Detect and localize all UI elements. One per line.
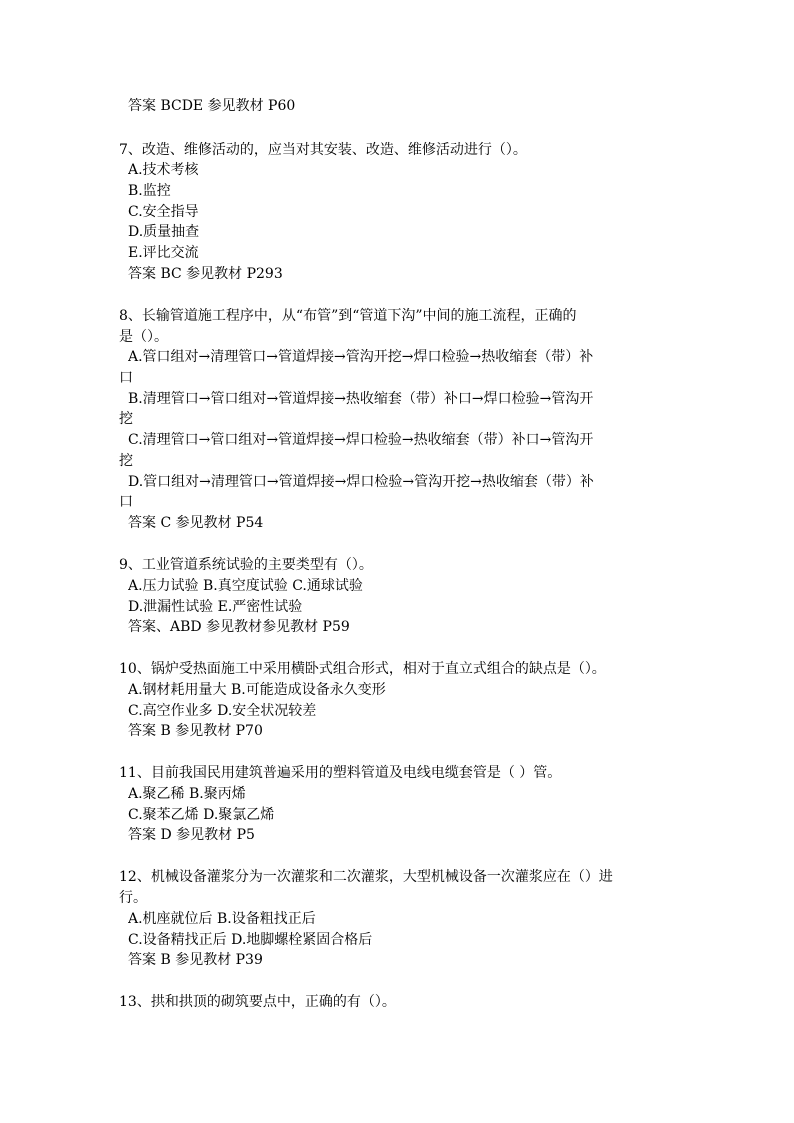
q12-question-line1: 12、机械设备灌浆分为一次灌浆和二次灌浆，大型机械设备一次灌浆应在（）进: [119, 869, 613, 885]
q12-options-line2: C.设备精找正后 D.地脚螺栓紧固合格后: [128, 932, 373, 948]
q8-option-d-line1: D.管口组对→清理管口→管道焊接→焊口检验→管沟开挖→热收缩套（带）补: [128, 474, 594, 490]
q11-answer: 答案 D 参见教材 P5: [128, 827, 255, 843]
q7-answer: 答案 BC 参见教材 P293: [128, 266, 283, 282]
q11-question: 11、目前我国民用建筑普遍采用的塑料管道及电线电缆套管是（ ）管。: [119, 765, 562, 781]
q9-options-line2: D.泄漏性试验 E.严密性试验: [128, 599, 303, 615]
q11-options-line2: C.聚苯乙烯 D.聚氯乙烯: [128, 807, 275, 823]
q10-question: 10、锅炉受热面施工中采用横卧式组合形式，相对于直立式组合的缺点是（）。: [119, 661, 606, 677]
q13-question: 13、拱和拱顶的砌筑要点中，正确的有（）。: [119, 994, 396, 1010]
q9-question: 9、工业管道系统试验的主要类型有（）。: [119, 557, 373, 573]
q12-options-line1: A.机座就位后 B.设备粗找正后: [128, 911, 316, 927]
q7-option-b: B.监控: [128, 183, 171, 199]
q8-option-d-line2: 口: [119, 494, 133, 510]
q10-answer: 答案 B 参见教材 P70: [128, 723, 263, 739]
q8-option-b-line1: B.清理管口→管口组对→管道焊接→热收缩套（带）补口→焊口检验→管沟开: [128, 391, 594, 407]
q8-question-line1: 8、长输管道施工程序中，从“布管”到“管道下沟”中间的施工流程，正确的: [119, 308, 577, 324]
q8-answer: 答案 C 参见教材 P54: [128, 515, 264, 531]
q7-option-d: D.质量抽查: [128, 224, 200, 240]
q7-option-a: A.技术考核: [128, 162, 199, 178]
q8-option-a-line1: A.管口组对→清理管口→管道焊接→管沟开挖→焊口检验→热收缩套（带）补: [128, 349, 594, 365]
q6-answer: 答案 BCDE 参见教材 P60: [128, 98, 296, 114]
q8-option-a-line2: 口: [119, 370, 133, 386]
q12-question-line2: 行。: [119, 890, 147, 906]
q8-question-line2: 是（）。: [119, 329, 168, 345]
q7-option-e: E.评比交流: [128, 245, 199, 261]
q8-option-c-line2: 挖: [119, 453, 133, 469]
q9-options-line1: A.压力试验 B.真空度试验 C.通球试验: [128, 578, 363, 594]
q11-options-line1: A.聚乙稀 B.聚丙烯: [128, 786, 246, 802]
q7-option-c: C.安全指导: [128, 204, 199, 220]
q8-option-b-line2: 挖: [119, 411, 133, 427]
q8-option-c-line1: C.清理管口→管口组对→管道焊接→焊口检验→热收缩套（带）补口→管沟开: [128, 432, 594, 448]
q10-options-line2: C.高空作业多 D.安全状况较差: [128, 703, 317, 719]
q7-question: 7、改造、维修活动的，应当对其安装、改造、维修活动进行（）。: [119, 142, 527, 158]
q12-answer: 答案 B 参见教材 P39: [128, 952, 263, 968]
q9-answer: 答案、ABD 参见教材参见教材 P59: [128, 619, 350, 635]
q10-options-line1: A.钢材耗用量大 B.可能造成设备永久变形: [128, 682, 386, 698]
